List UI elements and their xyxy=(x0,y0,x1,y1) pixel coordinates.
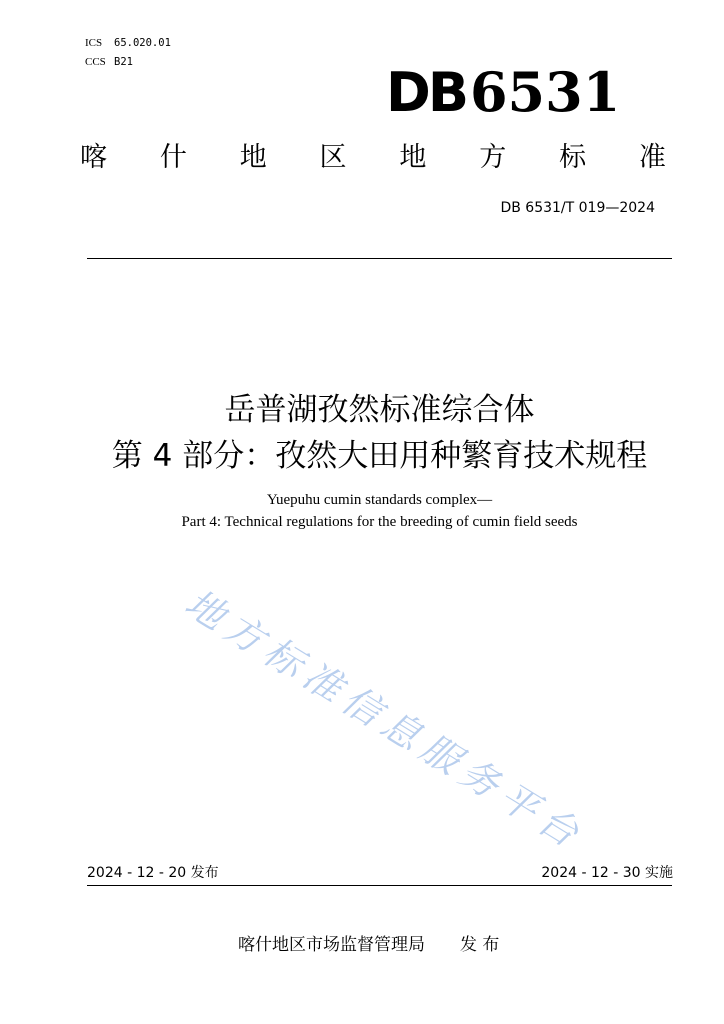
standard-number: DB 6531/T 019—2024 xyxy=(500,200,655,216)
issue-date-label: 发布 xyxy=(190,865,219,881)
category-char: 准 xyxy=(638,142,666,173)
implement-date xyxy=(541,864,673,882)
implement-date-label: 实施 xyxy=(645,865,673,881)
title-english-main: Yuepuhu cumin standards complex— xyxy=(266,492,493,508)
ccs-code: B21 xyxy=(114,56,133,68)
title-chinese-main: 岳普湖孜然标准综合体 xyxy=(224,392,535,428)
category-char: 地 xyxy=(239,142,267,173)
category-char: 标 xyxy=(559,142,587,173)
logo-number: 6531 xyxy=(469,60,621,124)
classification-codes xyxy=(85,34,171,72)
issue-date xyxy=(87,864,219,882)
issuer-name: 喀什地区市场监督管理局 xyxy=(238,935,425,955)
watermark: 地方标准信息服务平台 xyxy=(177,580,593,860)
category-char: 地 xyxy=(399,142,427,173)
issuer xyxy=(238,934,499,956)
ics-label: ICS xyxy=(85,37,103,49)
ccs-row xyxy=(85,53,171,72)
category-char: 区 xyxy=(319,142,347,173)
top-divider xyxy=(87,258,672,259)
category-char: 方 xyxy=(479,142,507,173)
ics-row xyxy=(85,34,171,53)
standard-category-title xyxy=(80,143,666,173)
bottom-divider xyxy=(87,885,672,886)
logo-prefix: DB xyxy=(386,61,466,124)
category-char: 什 xyxy=(159,142,187,173)
db-logo xyxy=(386,60,621,124)
category-char: 喀 xyxy=(80,142,107,173)
ccs-label: CCS xyxy=(85,56,106,68)
title-english-part: Part 4: Technical regulations for the breeding of cumin field seeds xyxy=(181,514,578,530)
issue-date-value: 2024 - 12 - 20 xyxy=(87,865,187,881)
ics-code: 65.020.01 xyxy=(114,37,171,49)
issuer-action: 发 布 xyxy=(460,935,500,955)
implement-date-value: 2024 - 12 - 30 xyxy=(541,865,641,881)
title-chinese-part: 第 4 部分：孜然大田用种繁育技术规程 xyxy=(111,438,648,474)
